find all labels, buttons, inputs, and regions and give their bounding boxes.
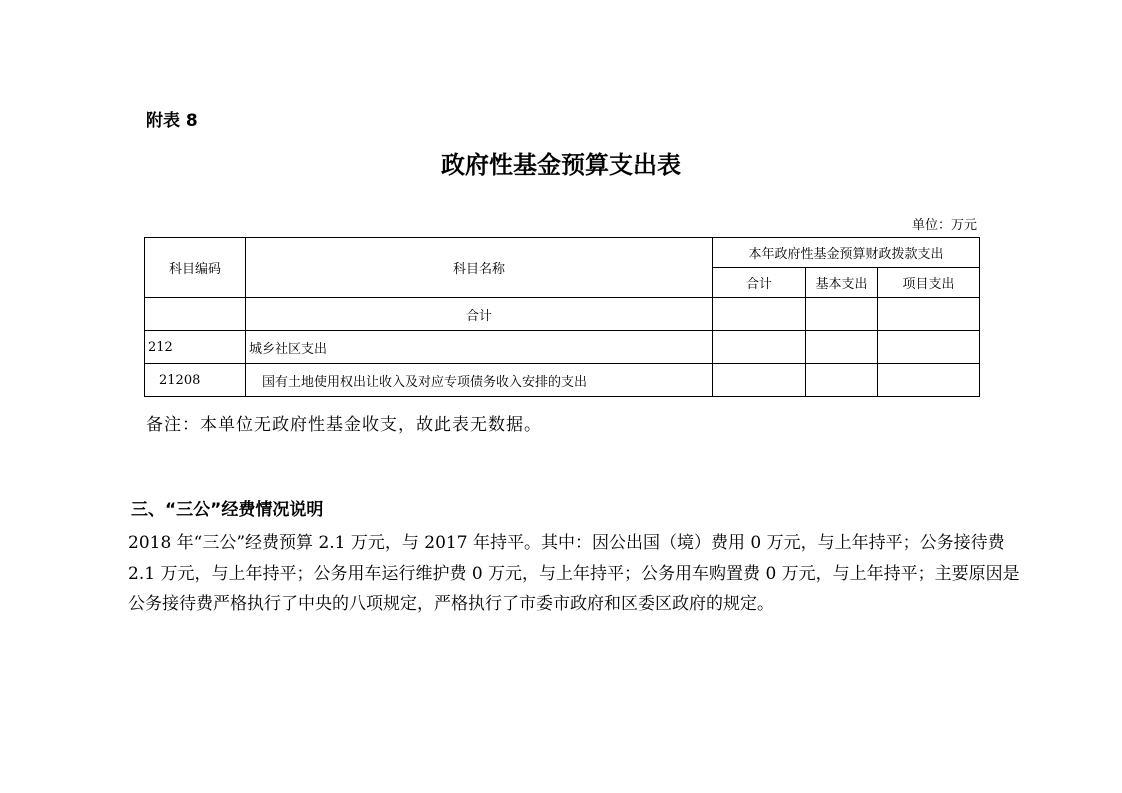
section-heading: 三、“三公”经费情况说明 [131,500,324,520]
row-sum-cell [713,331,806,364]
row-name-cell: 城乡社区支出 [246,331,713,364]
row-sum-cell [713,364,806,397]
col-header-total: 合计 [713,268,806,298]
page-title: 政府性基金预算支出表 [441,151,681,179]
row-basic-cell [806,364,878,397]
col-header-basic: 基本支出 [806,268,878,298]
table-row [145,364,980,397]
row-name-cell: 国有土地使用权出让收入及对应专项债务收入安排的支出 [246,364,713,397]
col-header-group: 本年政府性基金预算财政拨款支出 [713,238,980,268]
total-label-cell: 合计 [246,298,713,331]
table-row [145,331,980,364]
total-project-cell [878,298,980,331]
col-header-name: 科目名称 [246,238,713,298]
table-total-row [145,298,980,331]
row-project-cell [878,364,980,397]
row-basic-cell [806,331,878,364]
unit-label: 单位：万元 [911,218,977,233]
row-code-cell: 21208 [145,364,246,397]
table-note: 备注：本单位无政府性基金收支，故此表无数据。 [146,415,542,435]
col-header-code: 科目编码 [145,238,246,298]
section-paragraph: 2018 年“三公”经费预算 2.1 万元，与 2017 年持平。其中：因公出国（境）费用 0 万元，与上年持平；公务接待费 2.1 万元，与上年持平；公务用车运行维护费 0 万元，与上年持平；公务用车购置费 0 万元，与上年持平；主要原因是公务接待费严格执行了中央的八项规定，严格执行了市委市政府和区委区政府的规定。 [128,533,1020,614]
appendix-label: 附表 8 [146,111,198,131]
table-header-row [145,238,980,268]
total-code-cell [145,298,246,331]
total-basic-cell [806,298,878,331]
row-code-cell: 212 [145,331,246,364]
row-project-cell [878,331,980,364]
total-sum-cell [713,298,806,331]
budget-table [144,237,980,397]
col-header-project: 项目支出 [878,268,980,298]
